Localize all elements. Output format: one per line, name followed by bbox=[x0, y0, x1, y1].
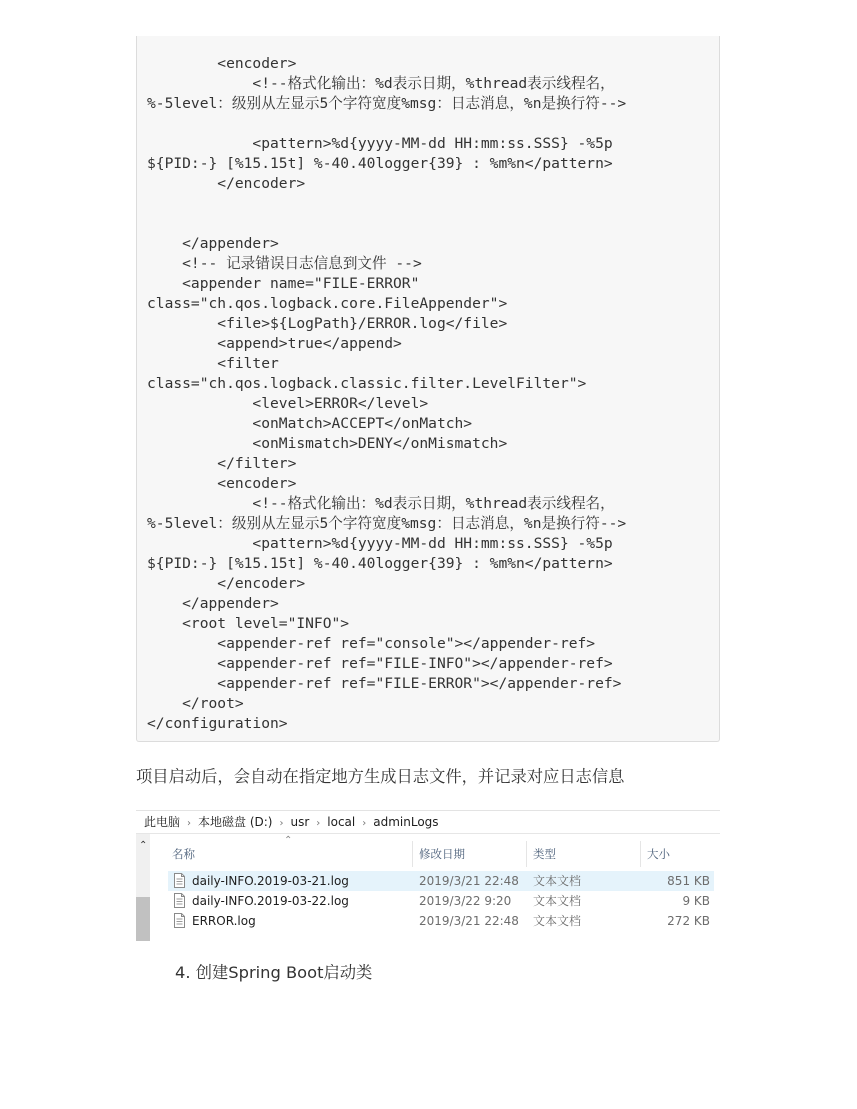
file-row[interactable] bbox=[168, 911, 714, 931]
code-line: <file>${LogPath}/ERROR.log</file> bbox=[147, 315, 508, 332]
column-header-name[interactable]: 名称 bbox=[172, 847, 195, 861]
file-date: 2019/3/22 9:20 bbox=[419, 894, 512, 908]
file-name: ERROR.log bbox=[192, 914, 256, 928]
code-line: </appender> bbox=[147, 235, 279, 252]
code-line: <appender name="FILE-ERROR" bbox=[147, 275, 420, 292]
code-line: </encoder> bbox=[147, 175, 306, 192]
file-row[interactable] bbox=[168, 871, 714, 891]
code-line: <pattern>%d{yyyy-MM-dd HH:mm:ss.SSS} -%5p bbox=[147, 135, 613, 152]
code-line: <appender-ref ref="FILE-INFO"></appender-ref> bbox=[147, 655, 613, 672]
file-size: 9 KB bbox=[682, 894, 710, 908]
column-header-date[interactable]: 修改日期 bbox=[419, 847, 465, 861]
file-date: 2019/3/21 22:48 bbox=[419, 874, 519, 888]
breadcrumb-item[interactable]: usr bbox=[290, 815, 310, 829]
file-explorer-screenshot bbox=[136, 810, 720, 941]
code-line: <encoder> bbox=[147, 55, 297, 72]
file-size: 272 KB bbox=[667, 914, 710, 928]
breadcrumb-item[interactable]: adminLogs bbox=[373, 815, 439, 829]
code-line: %-5level：级别从左显示5个字符宽度%msg：日志消息，%n是换行符--> bbox=[147, 515, 627, 532]
text-file-icon bbox=[174, 873, 185, 888]
code-line: %-5level：级别从左显示5个字符宽度%msg：日志消息，%n是换行符--> bbox=[147, 95, 627, 112]
code-line: <level>ERROR</level> bbox=[147, 395, 429, 412]
column-separator[interactable] bbox=[640, 841, 641, 867]
code-line: <append>true</append> bbox=[147, 335, 402, 352]
column-header-size[interactable]: 大小 bbox=[647, 847, 670, 861]
code-line: <appender-ref ref="FILE-ERROR"></appender-ref> bbox=[147, 675, 622, 692]
code-line: <onMismatch>DENY</onMismatch> bbox=[147, 435, 508, 452]
file-name: daily-INFO.2019-03-22.log bbox=[192, 894, 349, 908]
code-line: </encoder> bbox=[147, 575, 306, 592]
column-separator[interactable] bbox=[412, 841, 413, 867]
breadcrumb-item[interactable]: 此电脑 bbox=[144, 815, 181, 829]
chevron-right-icon: › bbox=[362, 818, 367, 829]
code-line: class="ch.qos.logback.core.FileAppender"> bbox=[147, 295, 508, 312]
nav-pane-scrollbar[interactable] bbox=[136, 834, 150, 941]
code-line: <pattern>%d{yyyy-MM-dd HH:mm:ss.SSS} -%5p bbox=[147, 535, 613, 552]
chevron-up-icon[interactable]: ⌃ bbox=[139, 840, 148, 851]
code-line: </configuration> bbox=[147, 715, 288, 732]
code-line: </appender> bbox=[147, 595, 279, 612]
code-line: <!--格式化输出：%d表示日期，%thread表示线程名， bbox=[147, 75, 615, 92]
breadcrumb-item[interactable]: local bbox=[327, 815, 356, 829]
file-row[interactable] bbox=[168, 891, 714, 911]
breadcrumb bbox=[144, 814, 439, 830]
chevron-right-icon: › bbox=[187, 818, 192, 829]
code-line: ${PID:-} [%15.15t] %-40.40logger{39} : %m%n</pattern> bbox=[147, 555, 613, 572]
column-separator[interactable] bbox=[526, 841, 527, 867]
code-line: ${PID:-} [%15.15t] %-40.40logger{39} : %m%n</pattern> bbox=[147, 155, 613, 172]
file-type: 文本文档 bbox=[533, 914, 582, 928]
step-heading: 4. 创建Spring Boot启动类 bbox=[175, 963, 373, 982]
file-size: 851 KB bbox=[667, 874, 710, 888]
paragraph-text: 项目启动后，会自动在指定地方生成日志文件，并记录对应日志信息 bbox=[136, 767, 625, 786]
divider bbox=[136, 833, 720, 834]
code-line: <!--格式化输出：%d表示日期，%thread表示线程名， bbox=[147, 495, 615, 512]
code-line: <root level="INFO"> bbox=[147, 615, 350, 632]
code-line: <!-- 记录错误日志信息到文件 --> bbox=[147, 255, 422, 272]
code-block bbox=[136, 36, 720, 742]
chevron-right-icon: › bbox=[279, 818, 284, 829]
code-line: </filter> bbox=[147, 455, 297, 472]
file-name: daily-INFO.2019-03-21.log bbox=[192, 874, 349, 888]
file-type: 文本文档 bbox=[533, 894, 582, 908]
code-line: class="ch.qos.logback.classic.filter.LevelFilter"> bbox=[147, 375, 587, 392]
code-line: </root> bbox=[147, 695, 244, 712]
scrollbar-thumb[interactable] bbox=[136, 897, 150, 941]
file-date: 2019/3/21 22:48 bbox=[419, 914, 519, 928]
breadcrumb-item[interactable]: 本地磁盘 (D:) bbox=[198, 815, 273, 829]
code-line: <onMatch>ACCEPT</onMatch> bbox=[147, 415, 473, 432]
code-line: <appender-ref ref="console"></appender-ref> bbox=[147, 635, 596, 652]
text-file-icon bbox=[174, 893, 185, 908]
code-line: <encoder> bbox=[147, 475, 297, 492]
chevron-right-icon: › bbox=[316, 818, 321, 829]
code-line: <filter bbox=[147, 355, 279, 372]
sort-ascending-icon: ⌃ bbox=[284, 835, 293, 846]
text-file-icon bbox=[174, 913, 185, 928]
file-type: 文本文档 bbox=[533, 874, 582, 888]
column-header-type[interactable]: 类型 bbox=[533, 847, 556, 861]
